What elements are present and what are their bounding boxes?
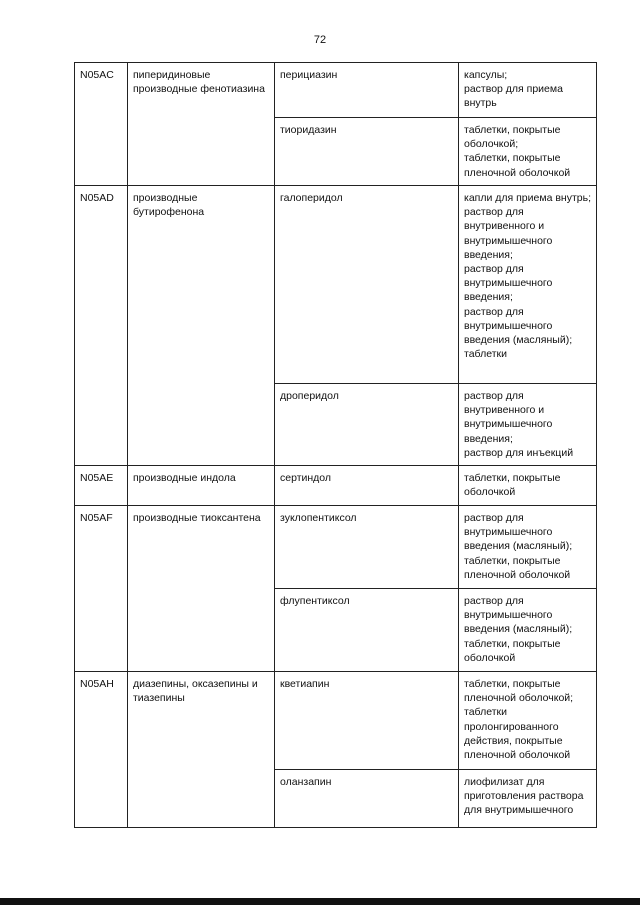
group-name-cell: пиперидиновые производные фенотиазина bbox=[128, 63, 275, 186]
table-row bbox=[75, 672, 597, 770]
drug-name-cell: флупентиксол bbox=[275, 589, 459, 672]
drug-name-cell: кветиапин bbox=[275, 672, 459, 770]
drug-table bbox=[74, 62, 597, 828]
dosage-forms-cell: капли для приема внутрь; раствор для внутривенного и внутримышечного введения; раствор для внутримышечного введения; раствор для внутримышечного введения (масляный); таблетки bbox=[459, 186, 597, 384]
drug-name-cell: галоперидол bbox=[275, 186, 459, 384]
atc-code-cell: N05AH bbox=[75, 672, 128, 828]
dosage-forms-cell: раствор для внутривенного и внутримышечного введения; раствор для инъекций bbox=[459, 384, 597, 466]
drug-name-cell: тиоридазин bbox=[275, 118, 459, 186]
drug-name-cell: перициазин bbox=[275, 63, 459, 118]
dosage-forms-cell: таблетки, покрытые пленочной оболочкой; таблетки пролонгированного действия, покрытые пленочной оболочкой bbox=[459, 672, 597, 770]
table-row bbox=[75, 466, 597, 506]
drug-name-cell: зуклопентиксол bbox=[275, 506, 459, 589]
dosage-forms-cell: таблетки, покрытые оболочкой bbox=[459, 466, 597, 506]
drug-name-cell: сертиндол bbox=[275, 466, 459, 506]
group-name-cell: производные тиоксантена bbox=[128, 506, 275, 672]
page-number: 72 bbox=[313, 34, 327, 46]
drug-name-cell: оланзапин bbox=[275, 770, 459, 828]
table-row bbox=[75, 506, 597, 589]
dosage-forms-cell: раствор для внутримышечного введения (масляный); таблетки, покрытые оболочкой bbox=[459, 589, 597, 672]
dosage-forms-cell: лиофилизат для приготовления раствора для внутримышечного bbox=[459, 770, 597, 828]
atc-code-cell: N05AC bbox=[75, 63, 128, 186]
table-body bbox=[75, 63, 597, 828]
scan-edge-strip bbox=[0, 898, 640, 905]
table-row bbox=[75, 63, 597, 118]
drug-name-cell: дроперидол bbox=[275, 384, 459, 466]
dosage-forms-cell: капсулы; раствор для приема внутрь bbox=[459, 63, 597, 118]
group-name-cell: диазепины, оксазепины и тиазепины bbox=[128, 672, 275, 828]
group-name-cell: производные бутирофенона bbox=[128, 186, 275, 466]
dosage-forms-cell: таблетки, покрытые оболочкой; таблетки, покрытые пленочной оболочкой bbox=[459, 118, 597, 186]
atc-code-cell: N05AF bbox=[75, 506, 128, 672]
table-row bbox=[75, 186, 597, 384]
atc-code-cell: N05AD bbox=[75, 186, 128, 466]
atc-code-cell: N05AE bbox=[75, 466, 128, 506]
group-name-cell: производные индола bbox=[128, 466, 275, 506]
dosage-forms-cell: раствор для внутримышечного введения (масляный); таблетки, покрытые пленочной оболочкой bbox=[459, 506, 597, 589]
